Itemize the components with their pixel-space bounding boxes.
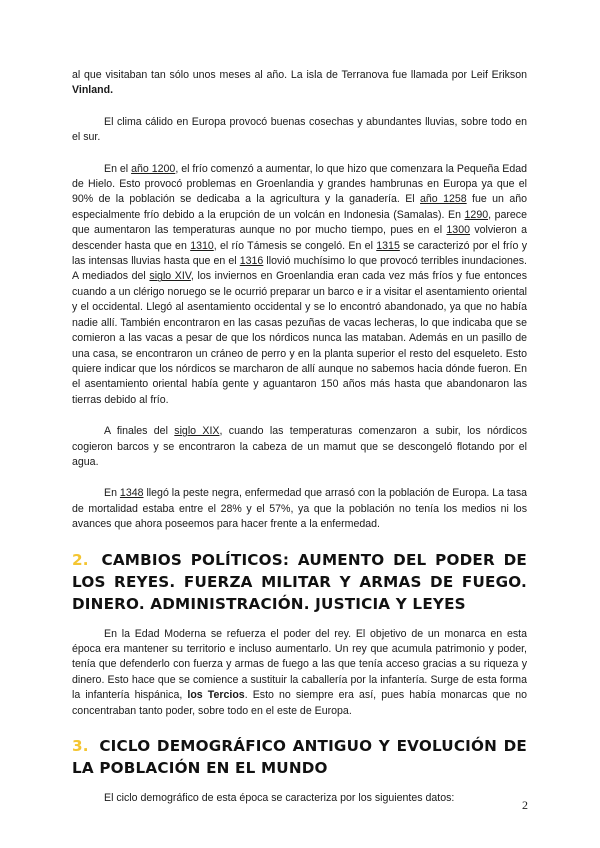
date-reference: 1310 bbox=[190, 239, 214, 252]
bold-term: Vinland. bbox=[72, 84, 114, 97]
page-number: 2 bbox=[522, 798, 528, 812]
date-reference: 1316 bbox=[239, 255, 264, 268]
text-run: . Esto no siempre era así, pues había monarcas que no concentraban tanto poder, sobre todo en el este de Europa. bbox=[72, 689, 527, 717]
section-2-title: CAMBIOS POLÍTICOS: AUMENTO DEL PODER DE LOS REYES. FUERZA MILITAR Y ARMAS DE FUEGO. DINERO. ADMINISTRACIÓN. JUSTICIA Y LEYES bbox=[72, 550, 527, 613]
section-3-heading bbox=[72, 735, 527, 779]
date-reference: año 1258 bbox=[420, 193, 467, 206]
text-run: A finales del bbox=[104, 425, 175, 438]
date-reference: siglo XIV bbox=[149, 270, 191, 283]
text-run: En el bbox=[104, 162, 132, 175]
bold-term: los Tercios bbox=[187, 689, 245, 702]
paragraph-climate bbox=[72, 115, 527, 146]
paragraph-political-changes bbox=[72, 627, 527, 719]
document-page bbox=[72, 68, 527, 822]
date-reference: 1300 bbox=[446, 224, 470, 237]
text-run: llovió muchísimo lo que provocó terribles inundaciones. A mediados del bbox=[72, 255, 527, 283]
paragraph-vinland bbox=[72, 68, 527, 99]
text-run: En bbox=[104, 487, 120, 500]
section-2-number: 2. bbox=[72, 550, 89, 569]
paragraph-demographic-cycle: El ciclo demográfico de esta época se caracteriza por los siguientes datos: bbox=[104, 792, 455, 804]
section-3-title: CICLO DEMOGRÁFICO ANTIGUO Y EVOLUCIÓN DE LA POBLACIÓN EN EL MUNDO bbox=[72, 737, 527, 777]
date-reference: año 1200 bbox=[131, 162, 176, 175]
paragraph-siglo-xix bbox=[72, 424, 527, 470]
date-reference: 1290 bbox=[464, 208, 489, 221]
text-run: El clima cálido en Europa provocó buenas cosechas y abundantes lluvias, sobre todo en el sur. bbox=[72, 115, 527, 144]
text-run: llegó la peste negra, enfermedad que arrasó con la población de Europa. La tasa de mortalidad estaba entre el 28% y el 57%, ya que la población no tenía los medios ni los avances que ahora poseemos para hacer frente a la enfermedad. bbox=[72, 487, 528, 531]
text-run: fue un año especialmente frío debido a la erupción de un volcán en Indonesia (Samalas). En bbox=[72, 193, 528, 221]
text-run: volvieron a descender hasta que en bbox=[72, 224, 527, 252]
text-run: , los inviernos en Groenlandia eran cada vez más fríos y fue entonces cuando a un clérigo noruego se le ocurrió preparar un barco e ir a visitar el asentamiento oriental y el occidental. Llegó al asentamiento occidental y se lo encontró abandonado, ya que no había nadie allí. También encontraron en las casas pezuñas de vacas lecheras, lo que indicaba que se comieron a las vacas a pesar de que los nórdicos nunca las mataban. Además en un pasillo de una casa, se encontraron un cráneo de perro y en la planta superior el resto del esqueleto. Esto quiere indicar que los nórdicos se marcharon de allí aunque no sabemos hacia dónde fueron. En el asentamiento oriental había gente y aguantaron 150 años más hasta que abandonaron las tierras debido al frío. bbox=[72, 270, 527, 406]
text-run: , parece que aumentaron las temperaturas aunque no por mucho tiempo, pues en el bbox=[72, 208, 528, 237]
date-reference: 1348 bbox=[119, 487, 144, 500]
text-run: se caracterizó por el frío y las intensas lluvias hasta que en el bbox=[72, 239, 527, 268]
paragraph-black-death bbox=[72, 486, 527, 532]
date-reference: siglo XIX bbox=[174, 425, 220, 438]
text-run: , cuando las temperaturas comenzaron a subir, los nórdicos cogieron barcos y se encontraron la cabeza de un mamut que se descongeló flotando por el agua. bbox=[72, 425, 528, 468]
text-run: En la Edad Moderna se refuerza el poder del rey. El objetivo de un monarca en esta época era mantener su territorio e incluso aumentarlo. Un rey que acumula patrimonio y poder, tenía que defenderlo con fuerza y armas de fuego a las que tenía acceso gracias a su riqueza y dinero. Esto hace que se comience a sustituir la caballería por la infantería. Surge de esta forma la infantería hispánica, bbox=[72, 627, 527, 702]
text-run: , el frío comenzó a aumentar, lo que hizo que comenzara la Pequeña Edad de Hielo. Esto provocó problemas en Groenlandia y grandes hambrunas en Europa ya que el 90% de la población se dedicaba a la agricultura y la ganadería. El bbox=[72, 162, 527, 206]
section-3-number: 3. bbox=[72, 737, 89, 755]
date-reference: 1315 bbox=[376, 239, 400, 252]
text-run: al que visitaban tan sólo unos meses al año. La isla de Terranova fue llamada por Leif Erikson bbox=[72, 69, 527, 81]
paragraph-little-ice-age bbox=[72, 162, 527, 409]
text-run: , el río Támesis se congeló. En el bbox=[213, 239, 377, 252]
section-2-heading bbox=[72, 549, 527, 615]
